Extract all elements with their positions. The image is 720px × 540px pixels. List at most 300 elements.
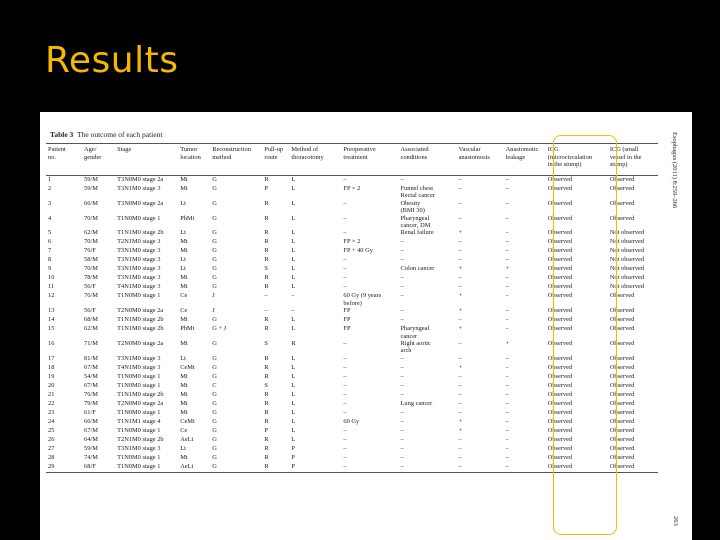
table-cell: T1N0M0 stage 1 — [117, 214, 161, 222]
table-cell: G — [212, 444, 217, 452]
table-cell: – — [400, 453, 404, 461]
table-cell: G — [212, 435, 217, 443]
table-cell: – — [505, 185, 509, 192]
table-cell: J — [212, 292, 215, 300]
table-cell: L — [291, 238, 296, 246]
table-cell: 17 — [48, 354, 55, 362]
table-cell: Mt — [180, 372, 188, 380]
table-cell: – — [505, 176, 509, 183]
table-cell: Observed — [547, 316, 573, 324]
table-cell: 60 Gy — [343, 417, 360, 425]
table-cell: – — [400, 372, 404, 380]
table-cell: 25 — [48, 426, 55, 434]
table-cell: – — [400, 274, 404, 282]
table-cell: – — [400, 307, 404, 315]
table-cell: Mt — [180, 399, 188, 407]
table-cell: – — [458, 256, 462, 264]
table-cell: G — [212, 274, 217, 282]
caption-label: Table 3 — [50, 130, 74, 139]
table-cell: – — [505, 444, 509, 452]
column-header: Tumor location — [178, 144, 210, 176]
table-cell: 18 — [48, 363, 55, 371]
table-cell: – — [343, 399, 347, 407]
table-cell: Observed — [609, 176, 635, 183]
table-cell: Pharyngeal cancer, DM — [400, 214, 431, 230]
table-cell: – — [400, 444, 404, 452]
table-cell: T3N1M0 stage 3 — [117, 265, 161, 273]
table-cell: T3N0M0 stage 2a — [117, 199, 164, 207]
column-header: Associated conditions — [399, 144, 457, 176]
table-cell: 3 — [48, 199, 52, 207]
table-cell: 76/F — [84, 247, 96, 255]
table-cell: L — [291, 229, 296, 237]
table-cell: – — [458, 408, 462, 416]
table-cell: P — [291, 453, 295, 461]
table-cell: R — [264, 214, 269, 222]
table-cell: Observed — [547, 417, 573, 425]
table-cell: T1N0M0 stage 1 — [115, 463, 178, 473]
table-cell: AeLt — [178, 463, 210, 473]
table-cell: – — [264, 292, 268, 300]
table-cell: 5 — [48, 229, 52, 237]
table-cell: Observed — [547, 381, 573, 389]
table-cell: 56/F — [84, 283, 96, 291]
table-cell: G — [212, 256, 217, 264]
table-cell: – — [343, 381, 347, 389]
table-cell: Ce — [180, 292, 188, 300]
table-cell: T1N0M0 stage 1 — [117, 372, 161, 380]
table-cell: Observed — [546, 463, 608, 473]
table-cell: Observed — [609, 372, 635, 380]
table-cell: – — [458, 453, 462, 461]
table-cell: – — [458, 238, 462, 246]
table-cell: G — [212, 453, 217, 461]
table-cell: 29 — [46, 463, 82, 473]
table-cell: 68/M — [84, 316, 98, 324]
table-cell: 79/M — [84, 399, 98, 407]
table-cell: Mt — [180, 408, 188, 416]
table-cell: – — [264, 307, 268, 315]
table-cell: Lt — [180, 265, 186, 273]
table-cell: L — [291, 274, 296, 282]
table-cell: Observed — [547, 292, 573, 300]
table-cell: R — [264, 316, 269, 324]
table-cell: G — [212, 390, 217, 398]
table-cell: 61/F — [84, 408, 96, 416]
table-cell: Observed — [609, 185, 635, 192]
table-cell: L — [291, 363, 296, 371]
table-cell: – — [458, 247, 462, 255]
table-cell: – — [505, 229, 509, 237]
table-cell: – — [505, 292, 509, 300]
table-cell: – — [400, 435, 404, 443]
table-cell: 8 — [48, 256, 52, 264]
table-cell: R — [262, 463, 289, 473]
table-cell: G — [212, 176, 217, 183]
table-cell: G — [212, 214, 217, 222]
table-cell: R — [264, 176, 269, 183]
table-cell: G — [212, 316, 217, 324]
table-cell: FP × 2 — [343, 185, 361, 192]
table-cell: G — [212, 399, 217, 407]
table-cell: 20 — [48, 381, 55, 389]
table-cell: 1 — [48, 176, 52, 183]
table-cell: 6 — [48, 238, 52, 246]
table-cell: Observed — [609, 435, 635, 443]
table-cell: – — [505, 390, 509, 398]
table-cell: G — [210, 463, 262, 473]
table-cell: – — [458, 381, 462, 389]
table-cell: L — [291, 381, 296, 389]
table-cell: – — [343, 214, 347, 222]
table-cell: + — [458, 426, 463, 434]
table-cell: T1N0M0 stage 1 — [117, 408, 161, 416]
table-cell: G — [212, 199, 217, 207]
table-cell: – — [504, 463, 546, 473]
table-cell: 27 — [48, 444, 55, 452]
table-cell: Observed — [609, 417, 635, 425]
table-cell: Mt — [180, 185, 188, 192]
table-cell: Lt — [180, 444, 186, 452]
table-cell: – — [458, 399, 462, 407]
table-cell: Observed — [547, 185, 573, 192]
table-cell: R — [264, 399, 269, 407]
table-cell: T1N0M0 stage 1 — [117, 453, 161, 461]
table-cell: T3N1M0 stage 3 — [117, 256, 161, 264]
table-cell: – — [458, 340, 462, 348]
table-cell: FP — [343, 307, 351, 315]
table-cell: 13 — [48, 307, 55, 315]
table-cell: G — [212, 426, 217, 434]
table-cell: Not observed — [609, 283, 645, 291]
table-cell: L — [291, 325, 296, 333]
table-cell: Pharyngeal cancer — [400, 325, 430, 340]
table-cell: – — [343, 444, 347, 452]
table-cell: Observed — [609, 363, 635, 371]
table-cell: Mt — [180, 274, 188, 282]
table-cell: Observed — [609, 214, 635, 222]
table-cell: Observed — [609, 408, 635, 416]
table-cell: G — [212, 265, 217, 273]
table-cell: Observed — [547, 372, 573, 380]
table-cell: L — [291, 399, 296, 407]
table-cell: R — [264, 238, 269, 246]
table-cell: L — [291, 176, 296, 183]
table-cell: – — [343, 390, 347, 398]
table-cell: Obesity (BMI 30) — [400, 199, 425, 215]
table-cell: FP — [343, 316, 351, 324]
table-cell: 11 — [48, 283, 55, 291]
table-cell: T2N0M0 stage 2a — [117, 307, 164, 315]
table-cell: L — [291, 185, 296, 192]
table-cell: – — [400, 417, 404, 425]
table-cell: 7 — [48, 247, 52, 255]
table-cell: Not observed — [609, 229, 645, 237]
table-cell: 59/M — [84, 444, 98, 452]
table-cell: – — [400, 316, 404, 324]
table-cell: – — [458, 176, 462, 183]
table-cell: Observed — [608, 463, 658, 473]
table-cell: R — [264, 372, 269, 380]
table-cell: 76/M — [84, 292, 98, 300]
column-header: Patient no. — [46, 144, 82, 176]
table-cell: 4 — [48, 214, 52, 222]
table-cell: 70/M — [84, 265, 98, 273]
table-cell: R — [264, 199, 269, 207]
table-cell: R — [264, 417, 269, 425]
table-cell: – — [400, 426, 404, 434]
table-cell: T1N1M0 stage 2b — [117, 316, 164, 324]
table-cell: – — [400, 283, 404, 291]
table-cell: – — [343, 340, 347, 348]
table-cell: – — [505, 354, 509, 362]
table-cell: – — [458, 199, 462, 207]
table-cell: 16 — [48, 340, 55, 348]
table-cell: 62/M — [84, 325, 98, 333]
icg-highlight-box — [553, 135, 617, 535]
table-cell: – — [343, 176, 347, 183]
table-cell: T3N0M0 stage 2a — [117, 176, 164, 183]
table-cell: – — [343, 453, 347, 461]
table-cell: T2N0M0 stage 2a — [117, 399, 164, 407]
table-cell: L — [291, 417, 296, 425]
table-cell: T1N1M1 stage 4 — [117, 417, 161, 425]
table-cell: Not observed — [609, 256, 645, 264]
table-cell: 68/F — [82, 463, 115, 473]
column-header: ICG (small vessel in the stump) — [608, 144, 658, 176]
table-cell: 24 — [48, 417, 55, 425]
table-cell: 23 — [48, 408, 55, 416]
table-cell: R — [264, 363, 269, 371]
table-cell: FP × 2 — [343, 238, 361, 246]
table-cell: 14 — [48, 316, 55, 324]
table-cell: Observed — [547, 214, 573, 222]
table-cell: Observed — [547, 307, 573, 315]
table-cell: Mt — [180, 247, 188, 255]
table-cell: L — [291, 435, 296, 443]
table-cell: – — [505, 426, 509, 434]
table-cell: R — [264, 229, 269, 237]
table-cell: Ce — [180, 426, 188, 434]
table-cell: Observed — [547, 444, 573, 452]
table-cell: Observed — [609, 292, 635, 300]
table-cell: Lt — [180, 354, 186, 362]
table-cell: 64/M — [84, 435, 98, 443]
table-cell: T4N1M0 stage 3 — [117, 283, 161, 291]
table-cell: 60 Gy (9 years before) — [343, 292, 382, 307]
table-cell: Observed — [547, 176, 573, 183]
table-cell: Observed — [547, 453, 573, 461]
table-cell: – — [343, 229, 347, 237]
table-cell: T1N0M0 stage 1 — [117, 292, 161, 300]
table-cell: + — [458, 325, 463, 333]
table-cell: Lt — [180, 199, 186, 207]
table-cell: Lt — [180, 229, 186, 237]
table-cell: Observed — [547, 199, 573, 207]
table-cell: J — [212, 307, 215, 315]
table-cell: – — [291, 307, 295, 315]
table-cell: G — [212, 408, 217, 416]
table-cell: – — [457, 463, 504, 473]
table-cell: T2N0M0 stage 2a — [117, 340, 164, 348]
table-cell: R — [264, 453, 269, 461]
table-cell: – — [458, 283, 462, 291]
slide-title: Results — [45, 40, 179, 81]
table-cell: Observed — [547, 274, 573, 282]
table-cell: G — [212, 340, 217, 348]
table-cell: G — [212, 229, 217, 237]
table-cell: Observed — [609, 444, 635, 452]
table-cell: L — [291, 372, 296, 380]
table-cell: Observed — [547, 354, 573, 362]
table-cell: 26 — [48, 435, 55, 443]
table-cell: PhMt — [180, 325, 195, 333]
table-cell: – — [343, 408, 347, 416]
table-cell: T3N1M0 stage 3 — [117, 185, 161, 192]
table-cell: 62/M — [84, 229, 98, 237]
table-cell: – — [343, 363, 347, 371]
table-cell: – — [458, 444, 462, 452]
table-cell: 10 — [48, 274, 55, 282]
table-cell: Observed — [547, 408, 573, 416]
table-cell: G — [212, 372, 217, 380]
table-cell: – — [400, 238, 404, 246]
table-cell: Mt — [180, 381, 188, 389]
document-page — [40, 112, 692, 540]
table-cell: G — [212, 417, 217, 425]
table-cell: R — [264, 390, 269, 398]
table-cell: 78/M — [84, 274, 98, 282]
table-cell: G — [212, 283, 217, 291]
table-cell: 21 — [48, 390, 55, 398]
table-cell: R — [264, 256, 269, 264]
table-cell: – — [505, 435, 509, 443]
table-cell: P — [289, 463, 341, 473]
table-cell: Mt — [180, 390, 188, 398]
table-cell: – — [505, 283, 509, 291]
table-cell: – — [400, 176, 404, 183]
table-cell: T3N1M0 stage 3 — [117, 274, 161, 282]
column-header: Method of thoracotomy — [289, 144, 341, 176]
table-cell: – — [505, 247, 509, 255]
table-cell: P — [264, 185, 268, 192]
table-cell: – — [458, 435, 462, 443]
table-cell: 76/M — [84, 390, 98, 398]
table-cell: R — [264, 435, 269, 443]
table-cell: T3N1M0 stage 3 — [117, 247, 161, 255]
table-cell: 67/M — [84, 381, 98, 389]
table-cell: + — [458, 417, 463, 425]
table-cell: R — [264, 283, 269, 291]
table-caption — [50, 130, 162, 139]
table-cell: 19 — [48, 372, 55, 380]
table-cell: T1N0M0 stage 1 — [117, 426, 161, 434]
table-cell: Not observed — [609, 247, 645, 255]
table-cell: + — [458, 292, 463, 300]
table-cell: – — [458, 354, 462, 362]
table-cell: Observed — [609, 307, 635, 315]
table-cell: PhMt — [180, 214, 195, 222]
table-cell: P — [291, 444, 295, 452]
table-cell: Observed — [547, 256, 573, 264]
column-header: Preoperative treatment — [341, 144, 398, 176]
table-cell: L — [291, 390, 296, 398]
table-cell: G — [212, 354, 217, 362]
table-cell: – — [505, 363, 509, 371]
table-cell: FP — [343, 325, 351, 333]
column-header: Age/ gender — [82, 144, 115, 176]
table-cell: – — [505, 274, 509, 282]
table-cell: – — [505, 381, 509, 389]
table-cell: L — [291, 316, 296, 324]
table-cell: 59/M — [84, 185, 98, 192]
table-cell: 28 — [48, 453, 55, 461]
table-cell: Renal failure — [400, 229, 434, 237]
table-cell: Observed — [609, 199, 635, 207]
table-cell: – — [341, 463, 398, 473]
table-cell: + — [505, 340, 510, 348]
table-cell: Mt — [180, 176, 188, 183]
column-header: Reconstruction method — [210, 144, 262, 176]
table-cell: T1N0M0 stage 1 — [117, 381, 161, 389]
table-cell: 12 — [48, 292, 55, 300]
column-header: Pull-up route — [262, 144, 289, 176]
table-cell: G — [212, 238, 217, 246]
table-cell: Observed — [609, 325, 635, 333]
table-cell: 81/M — [84, 354, 98, 362]
table-cell: – — [400, 256, 404, 264]
table-cell: L — [291, 354, 296, 362]
table-cell: – — [505, 214, 509, 222]
table-cell: – — [505, 408, 509, 416]
table-cell: Observed — [547, 435, 573, 443]
table-cell: – — [458, 316, 462, 324]
table-cell: 59/M — [84, 176, 98, 183]
table-cell: Observed — [547, 363, 573, 371]
table-cell: – — [505, 325, 509, 333]
table-cell: Mt — [180, 453, 188, 461]
table-cell: 71/M — [84, 340, 98, 348]
table-cell: – — [400, 354, 404, 362]
table-cell: L — [291, 408, 296, 416]
table-cell: L — [291, 265, 296, 273]
table-cell: – — [505, 399, 509, 407]
table-cell: – — [343, 199, 347, 207]
table-cell: – — [400, 292, 404, 300]
table-cell: L — [291, 283, 296, 291]
table-cell: – — [400, 408, 404, 416]
table-cell: R — [291, 340, 296, 348]
table-cell: – — [343, 265, 347, 273]
table-cell: Observed — [547, 238, 573, 246]
table-cell: 70/M — [84, 214, 98, 222]
table-cell: Right aortic arch — [400, 340, 431, 355]
table-cell: T2N1M0 stage 2b — [117, 435, 164, 443]
table-cell: 58/M — [84, 256, 98, 264]
table-cell: + — [458, 265, 463, 273]
table-cell: Observed — [609, 340, 635, 348]
table-cell: L — [291, 256, 296, 264]
table-cell: 15 — [48, 325, 55, 333]
table-cell: L — [291, 247, 296, 255]
table-cell: S — [264, 381, 268, 389]
table-cell: – — [343, 372, 347, 380]
table-cell: – — [400, 363, 404, 371]
table-cell: T1N1M0 stage 2b — [117, 390, 164, 398]
column-header: ICG (microcirculation in the stump) — [546, 144, 608, 176]
table-cell: – — [505, 238, 509, 246]
table-cell: Observed — [547, 247, 573, 255]
